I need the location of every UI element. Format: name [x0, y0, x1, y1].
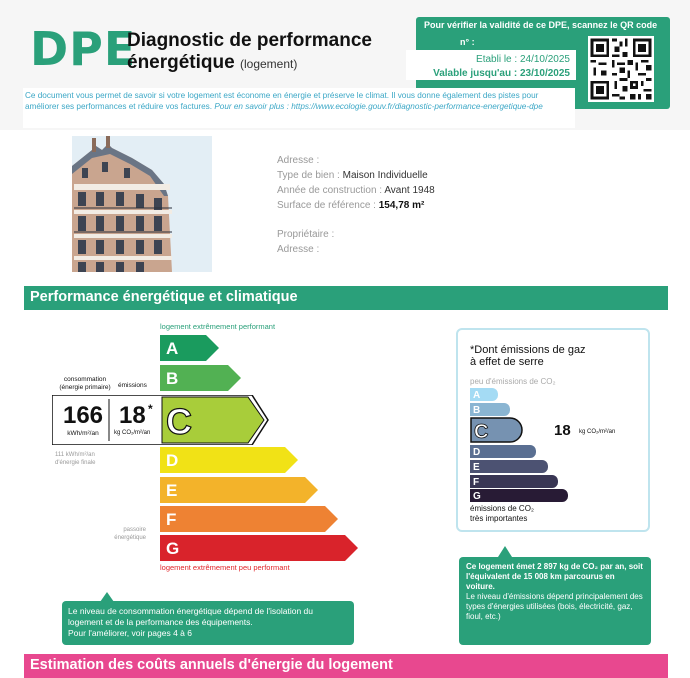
valid-until-date: Valable jusqu'au : 23/10/2025: [433, 68, 570, 79]
ghg-unit: kg CO₂/m²/an: [579, 429, 616, 435]
energy-current-letter: C: [166, 401, 192, 442]
energy-band-f-letter: F: [166, 510, 177, 529]
emissions-star: *: [148, 402, 153, 416]
ghg-band-d-letter: D: [473, 447, 481, 458]
ghg-band-e: [470, 460, 550, 473]
intro-link[interactable]: Pour en savoir plus : https://www.ecologie.gouv.fr/diagnostic-performance-energetique-dpe: [214, 102, 543, 111]
dpe-logo: DPE: [30, 22, 137, 76]
ghg-title-line2: à effet de serre: [470, 356, 544, 368]
surface-label: Surface de référence :: [277, 200, 376, 211]
intro-text: [23, 88, 575, 128]
intro-paragraph: Ce document vous permet de savoir si votre logement est économe en énergie et préserve le climat. Il vous donne également des pistes pour améliorer ses performances et réduire vos factures.: [25, 91, 539, 111]
emissions-label: émissions: [118, 382, 147, 389]
consumption-label: consommation (énergie primaire): [59, 376, 111, 391]
emissions-note-text: Le niveau d'émissions dépend principalement des types d'énergies utilisées (bois, électricité, gaz, fioul, etc.): [466, 592, 643, 621]
ghg-band-g-letter: G: [473, 491, 481, 502]
ghg-band-f-letter: F: [473, 477, 480, 488]
emissions-note: [459, 557, 651, 645]
ghg-low-label: peu d'émissions de CO₂: [470, 377, 556, 386]
title-line-2: énergétique: [127, 52, 235, 73]
final-energy-note: 111 kWh/m²/an d'énergie finale: [55, 452, 96, 466]
energy-band-a: [160, 335, 220, 361]
ghg-band-f: [470, 475, 560, 488]
surface-value: 154,78 m²: [378, 200, 425, 211]
document-title: [127, 30, 372, 75]
section-performance: [24, 286, 668, 310]
scale-top-label: logement extrêmement performant: [160, 322, 276, 331]
year-label: Année de construction :: [277, 185, 383, 196]
energy-band-e-letter: E: [166, 481, 178, 500]
ghg-band-e-letter: E: [473, 462, 480, 473]
energy-band-f: [160, 506, 340, 532]
ghg-band-b: [470, 403, 512, 416]
section-costs-title: Estimation des coûts annuels d'énergie du logement: [30, 657, 393, 673]
qr-instruction: Pour vérifier la validité de ce DPE, scannez le QR code: [424, 20, 658, 30]
property-info: [277, 153, 435, 257]
ghg-title-line1: *Dont émissions de gaz: [470, 344, 586, 356]
owner-label: Propriétaire :: [277, 229, 335, 240]
energy-band-e: [160, 477, 320, 503]
energy-band-g-letter: G: [166, 539, 180, 558]
energy-band-b: [160, 365, 242, 391]
ghg-current-letter: C: [474, 421, 489, 443]
consumption-note-text: Le niveau de consommation énergétique dépend de l'isolation du logement et de la performance des équipements.: [68, 606, 313, 627]
energy-band-g: [160, 535, 360, 561]
dates-box: [406, 50, 576, 80]
address-label: Adresse :: [277, 155, 320, 166]
energy-band-a-letter: A: [166, 339, 179, 358]
type-label: Type de bien :: [277, 170, 340, 181]
type-value: Maison Individuelle: [342, 170, 428, 181]
ghg-band-a-letter: A: [473, 390, 481, 401]
emissions-unit: kg CO₂/m²/an: [114, 430, 151, 436]
energy-band-d-letter: D: [166, 451, 179, 470]
emissions-note-bold: Ce logement émet 2 897 kg de CO₂ par an, soit l'équivalent de 15 008 km parcourus en voiture.: [466, 562, 643, 591]
consumption-note-more: Pour l'améliorer, voir pages 4 à 6: [68, 628, 192, 638]
consumption-value: 166: [62, 402, 104, 429]
title-subtitle: (logement): [239, 57, 298, 71]
building-photo: [72, 136, 212, 272]
ghg-high-line2: très importantes: [470, 514, 528, 523]
established-date: Etabli le : 24/10/2025: [476, 54, 570, 65]
consumption-note: [62, 601, 354, 645]
note-right-pointer: [498, 546, 512, 557]
passoire-label: passoire énergétique: [114, 527, 146, 541]
title-line-1: Diagnostic de performance: [127, 30, 372, 51]
qr-code-icon[interactable]: [588, 36, 654, 102]
ghg-band-d: [470, 445, 538, 458]
year-value: Avant 1948: [384, 185, 435, 196]
energy-band-b-letter: B: [166, 369, 179, 388]
ghg-band-g: [470, 489, 570, 502]
emissions-value: 18: [119, 402, 146, 429]
ghg-band-b-letter: B: [473, 405, 481, 416]
section-costs: [24, 654, 668, 678]
ghg-title: [470, 344, 586, 368]
ghg-high-label: [470, 504, 534, 524]
owner-address-label: Adresse :: [277, 244, 320, 255]
scale-bottom-label: logement extrêmement peu performant: [160, 563, 290, 572]
consumption-unit: kWh/m²/an: [67, 430, 99, 437]
dpe-number-label: n° :: [460, 37, 475, 47]
ghg-band-a: [470, 388, 500, 401]
ghg-value: 18: [554, 422, 571, 439]
section-performance-title: Performance énergétique et climatique: [30, 289, 298, 305]
ghg-high-line1: émissions de CO₂: [470, 504, 535, 513]
energy-band-d: [160, 447, 300, 473]
ghg-band-c-current: [470, 417, 526, 443]
